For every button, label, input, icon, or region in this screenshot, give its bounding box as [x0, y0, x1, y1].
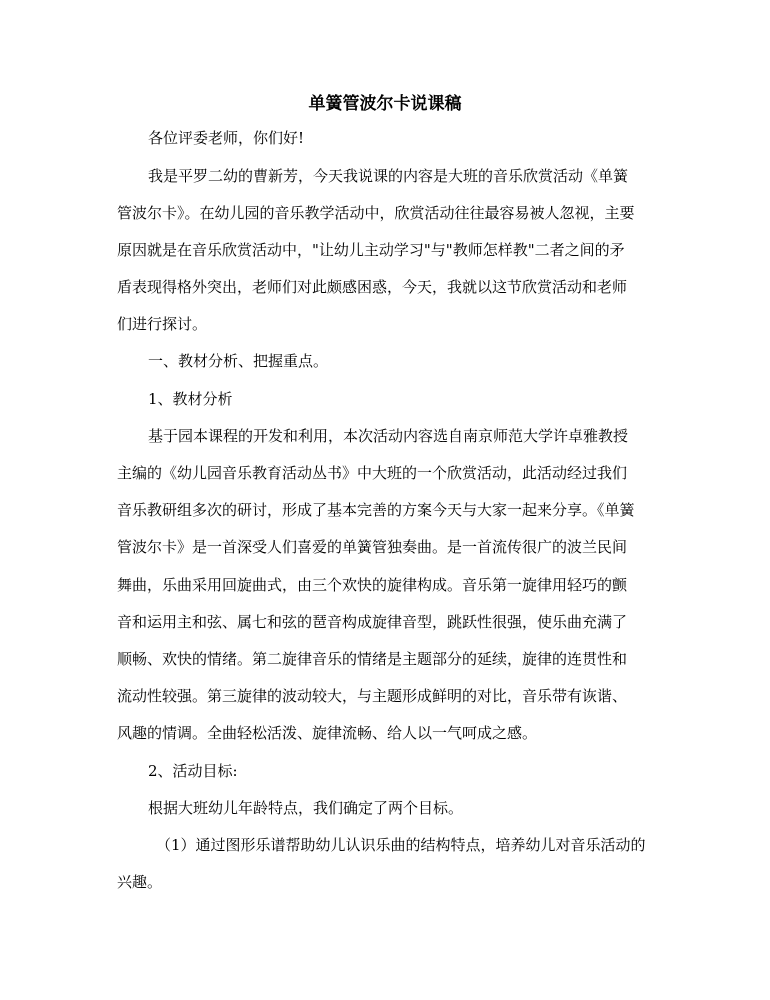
paragraph-line: 原因就是在音乐欣赏活动中，"让幼儿主动学习"与"教师怎样教"二者之间的矛 [117, 241, 625, 259]
paragraph-line: 盾表现得格外突出，老师们对此颇感困惑，今天，我就以这节欣赏活动和老师 [117, 278, 628, 296]
subsection-heading: 2、活动目标: [148, 762, 238, 780]
paragraph-line: 音和运用主和弦、属七和弦的琶音构成旋律音型，跳跃性很强，使乐曲充满了 [117, 613, 628, 631]
paragraph-line: 管波尔卡》是一首深受人们喜爱的单簧管独奏曲。是一首流传很广的波兰民间 [117, 538, 628, 556]
subsection-heading: 1、教材分析 [148, 390, 233, 408]
paragraph-line: 管波尔卡》。在幼儿园的音乐教学活动中，欣赏活动往往最容易被人忽视，主要 [117, 204, 635, 222]
paragraph-line: 基于园本课程的开发和利用，本次活动内容选自南京师范大学许卓雅教授 [148, 427, 629, 445]
list-item: （1）通过图形乐谱帮助幼儿认识乐曲的结构特点，培养幼儿对音乐活动的 [156, 836, 646, 854]
section-heading: 一、教材分析、把握重点。 [148, 352, 329, 370]
paragraph-line: 各位评委老师，你们好! [148, 129, 305, 147]
paragraph-line: 主编的《幼儿园音乐教育活动丛书》中大班的一个欣赏活动，此活动经过我们 [117, 464, 628, 482]
paragraph-line: 兴趣。 [117, 873, 163, 891]
document-title: 单簧管波尔卡说课稿 [308, 94, 462, 114]
paragraph-line: 顺畅、欢快的情绪。第二旋律音乐的情绪是主题部分的延续，旋律的连贯性和 [117, 650, 628, 668]
paragraph-line: 舞曲，乐曲采用回旋曲式，由三个欢快的旋律构成。音乐第一旋律用轻巧的颤 [117, 576, 628, 594]
paragraph-line: 们进行探讨。 [117, 315, 208, 333]
paragraph-line: 根据大班幼儿年龄特点，我们确定了两个目标。 [148, 799, 464, 817]
paragraph-line: 音乐教研组多次的研讨，形成了基本完善的方案今天与大家一起来分享。《单簧 [117, 501, 635, 519]
paragraph-line: 风趣的情调。全曲轻松活泼、旋律流畅、给人以一气呵成之感。 [117, 724, 538, 742]
paragraph-line: 我是平罗二幼的曹新芳，今天我说课的内容是大班的音乐欣赏活动《单簧 [148, 167, 629, 185]
paragraph-line: 流动性较强。第三旋律的波动较大，与主题形成鲜明的对比，音乐带有诙谐、 [117, 687, 628, 705]
